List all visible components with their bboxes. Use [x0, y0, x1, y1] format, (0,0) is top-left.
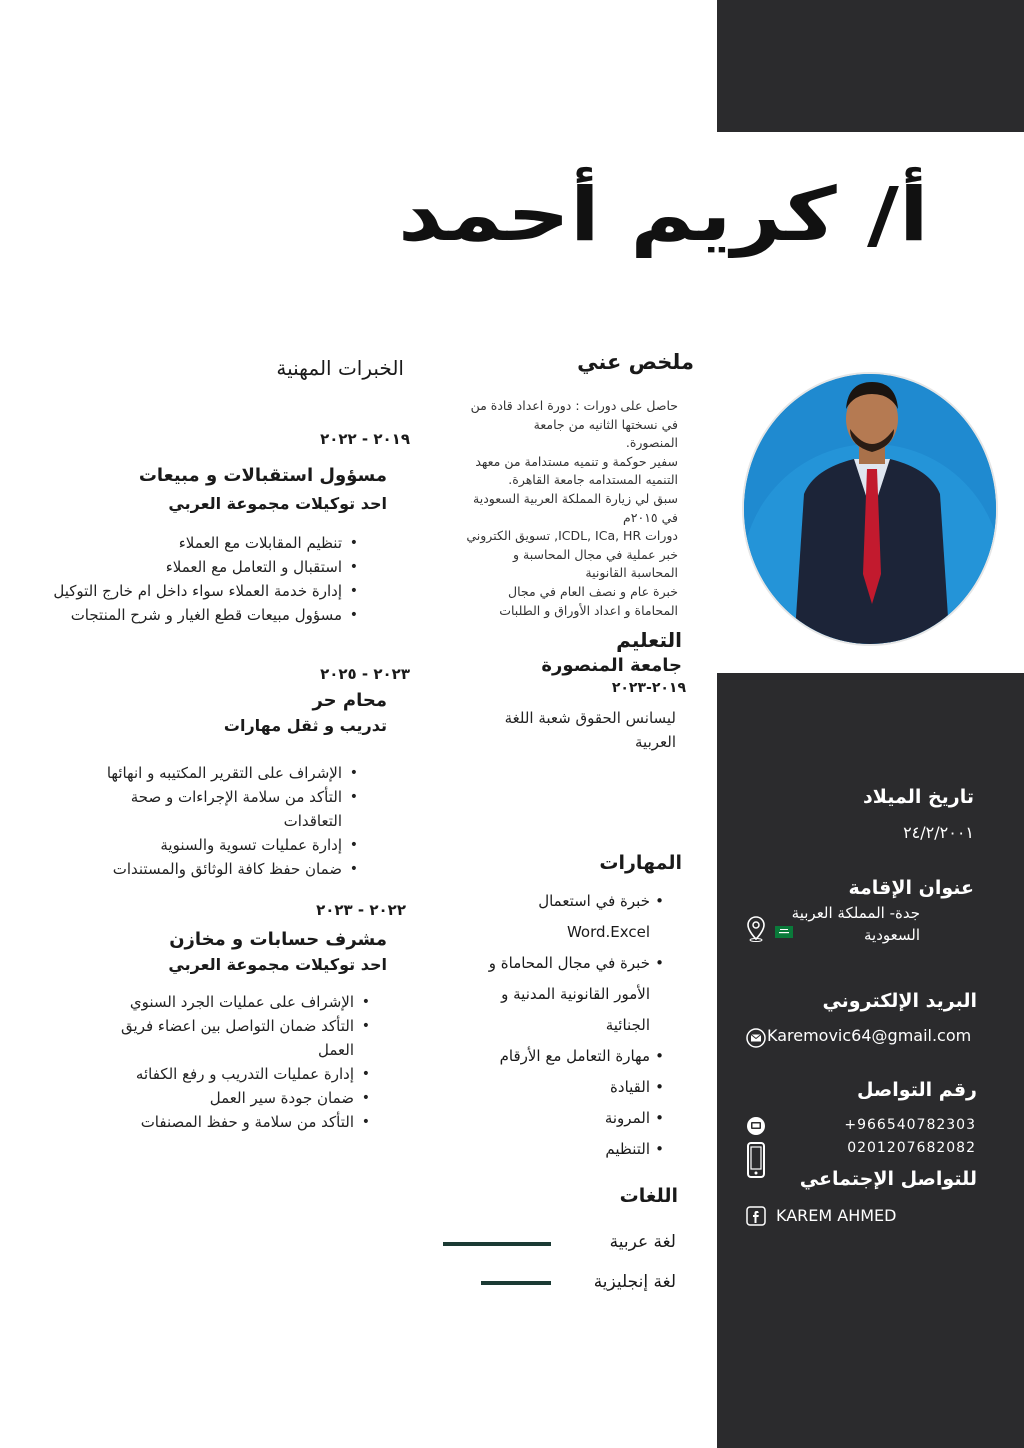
skill-item: • خبرة في مجال المحاماة و [488, 954, 664, 972]
summary-line: حاصل على دورات : دورة اعداد قادة من [470, 398, 678, 413]
job-years: ٢٠٢٢ - ٢٠٢٣ [316, 901, 406, 919]
skill-item-continued [424, 923, 664, 954]
saudi-flag-icon [775, 926, 793, 938]
job-duties [30, 531, 360, 627]
education-university: جامعة المنصورة [541, 655, 682, 676]
duty-item: • إدارة عمليات تسوية والسنوية [60, 833, 360, 857]
experience-title: الخبرات المهنية [276, 356, 404, 380]
job-role: مسؤول استقبالات و مبيعات [138, 465, 387, 486]
summary-line: في نسختها الثانيه من جامعة [533, 416, 678, 432]
education-degree-line: العربية [635, 733, 676, 751]
facebook-icon [746, 1206, 766, 1226]
duty-item: • التأكد من سلامة الإجراءات و صحة التعاقدات [92, 785, 360, 833]
chat-icon [746, 1116, 766, 1136]
skill-item-continued [424, 985, 664, 1016]
email-address[interactable]: Karemovic64@gmail.com [767, 1026, 972, 1045]
summary-line: التنميه المستدامه جامعة القاهرة. [508, 472, 678, 488]
duty-item: • تنظيم المقابلات مع العملاء [30, 531, 360, 555]
summary-line: سبق لي زيارة المملكة العربية السعودية [473, 490, 678, 506]
job-company: احد توكيلات مجموعة العربي [168, 955, 387, 974]
phone-number-1[interactable]: +966540782303 [844, 1117, 976, 1133]
job-duties [60, 761, 360, 881]
skill-item: • خبرة في استعمال [538, 892, 664, 910]
language-level-bar-english [481, 1281, 551, 1285]
skill-item: • مهارة التعامل مع الأرقام [499, 1047, 664, 1065]
address-title: عنوان الإقامة [848, 877, 974, 899]
job-role: محام حر [312, 690, 387, 711]
address-text [792, 902, 920, 946]
education-degree [456, 706, 676, 754]
location-pin-icon [746, 916, 766, 942]
address-line: السعودية [863, 926, 920, 944]
phone-icon [746, 1141, 766, 1179]
birth-date: ٢٤/٢/٢٠٠١ [903, 823, 974, 842]
social-name[interactable]: KAREM AHMED [776, 1206, 897, 1225]
summary-line: المحاماة و اعداد الأوراق و الطلبات [499, 602, 678, 618]
phone-number-2[interactable]: 0201207682082 [847, 1140, 976, 1156]
job-role: مشرف حسابات و مخازن [169, 929, 387, 950]
skill-text: Word.Excel [566, 923, 650, 941]
summary-line: خبرة عام و نصف العام في مجال [508, 583, 678, 599]
summary-text [428, 397, 678, 620]
address-line: جدة- المملكة العربية [791, 904, 920, 922]
education-title: التعليم [616, 628, 682, 652]
skill-text: الأمور القانونية المدنية و [501, 985, 650, 1003]
education-degree-line: ليسانس الحقوق شعبة اللغة [504, 709, 676, 727]
duty-item: • التأكد من سلامة و حفظ المصنفات [82, 1110, 372, 1134]
summary-line: خبر عملية في مجال المحاسبة و [513, 546, 678, 562]
skills-title: المهارات [599, 852, 682, 874]
summary-line: المحاسبة القانونية [585, 565, 678, 581]
profile-photo [742, 372, 998, 646]
skill-item: • التنظيم [605, 1140, 664, 1158]
education-years: ٢٠١٩-٢٠٢٣ [611, 680, 686, 696]
job-years: ٢٠١٩ - ٢٠٢٢ [320, 430, 410, 448]
job-company: احد توكيلات مجموعة العربي [168, 494, 387, 513]
phone-title: رقم التواصل [856, 1079, 977, 1101]
skills-list [424, 892, 664, 1171]
skill-item: • القيادة [610, 1078, 664, 1096]
skill-text: مهارة التعامل مع الأرقام [499, 1047, 650, 1065]
job-duties [82, 990, 372, 1134]
language-label-arabic: لغة عربية [609, 1232, 676, 1252]
language-level-bar-arabic [443, 1242, 551, 1246]
duty-item: • التأكد ضمان التواصل بين اعضاء فريق العمل [84, 1014, 372, 1062]
duty-item: • مسؤول مبيعات قطع الغيار و شرح المنتجات [30, 603, 360, 627]
header-dark-block [717, 0, 1024, 132]
skill-text: التنظيم [605, 1140, 650, 1158]
summary-title: ملخص عني [577, 350, 694, 374]
person-name: أ/ كريم أحمد [398, 172, 929, 258]
job-years: ٢٠٢٣ - ٢٠٢٥ [320, 665, 410, 683]
duty-item: • استقبال و التعامل مع العملاء [30, 555, 360, 579]
social-title: للتواصل الإجتماعي [799, 1168, 977, 1190]
skill-text: الجنائية [605, 1016, 650, 1034]
job-company: تدريب و ثقل مهارات [223, 716, 387, 735]
skill-text: خبرة في استعمال [538, 892, 650, 910]
skill-item: • المرونة [604, 1109, 664, 1127]
summary-line: سفير حوكمة و تنميه مستدامة من معهد [475, 453, 678, 469]
email-title: البريد الإلكتروني [822, 990, 977, 1012]
skill-text: المرونة [604, 1109, 650, 1127]
duty-item: • الإشراف على عمليات الجرد السنوي [82, 990, 372, 1014]
summary-line: في ٢٠١٥م [623, 509, 678, 525]
duty-item: • ضمان حفظ كافة الوثائق والمستندات [60, 857, 360, 881]
summary-line: دورات ICDL, ICa, HR, تسويق الكتروني [466, 528, 678, 544]
skill-text: خبرة في مجال المحاماة و [488, 954, 650, 972]
person-illustration [744, 374, 998, 646]
duty-item: • ضمان جودة سير العمل [82, 1086, 372, 1110]
skill-text: القيادة [610, 1078, 650, 1096]
birth-title: تاريخ الميلاد [863, 786, 974, 808]
languages-title: اللغات [619, 1185, 678, 1207]
mail-icon [746, 1028, 766, 1048]
duty-item: • الإشراف على التقرير المكتيبه و انهائها [60, 761, 360, 785]
language-label-english: لغة إنجليزية [593, 1272, 676, 1292]
duty-item: • إدارة خدمة العملاء سواء داخل ام خارج التوكيل [52, 579, 360, 603]
duty-item: • إدارة عمليات التدريب و رفع الكفائه [82, 1062, 372, 1086]
summary-line: المنصورة. [625, 435, 678, 451]
skill-item-continued [424, 1016, 664, 1047]
